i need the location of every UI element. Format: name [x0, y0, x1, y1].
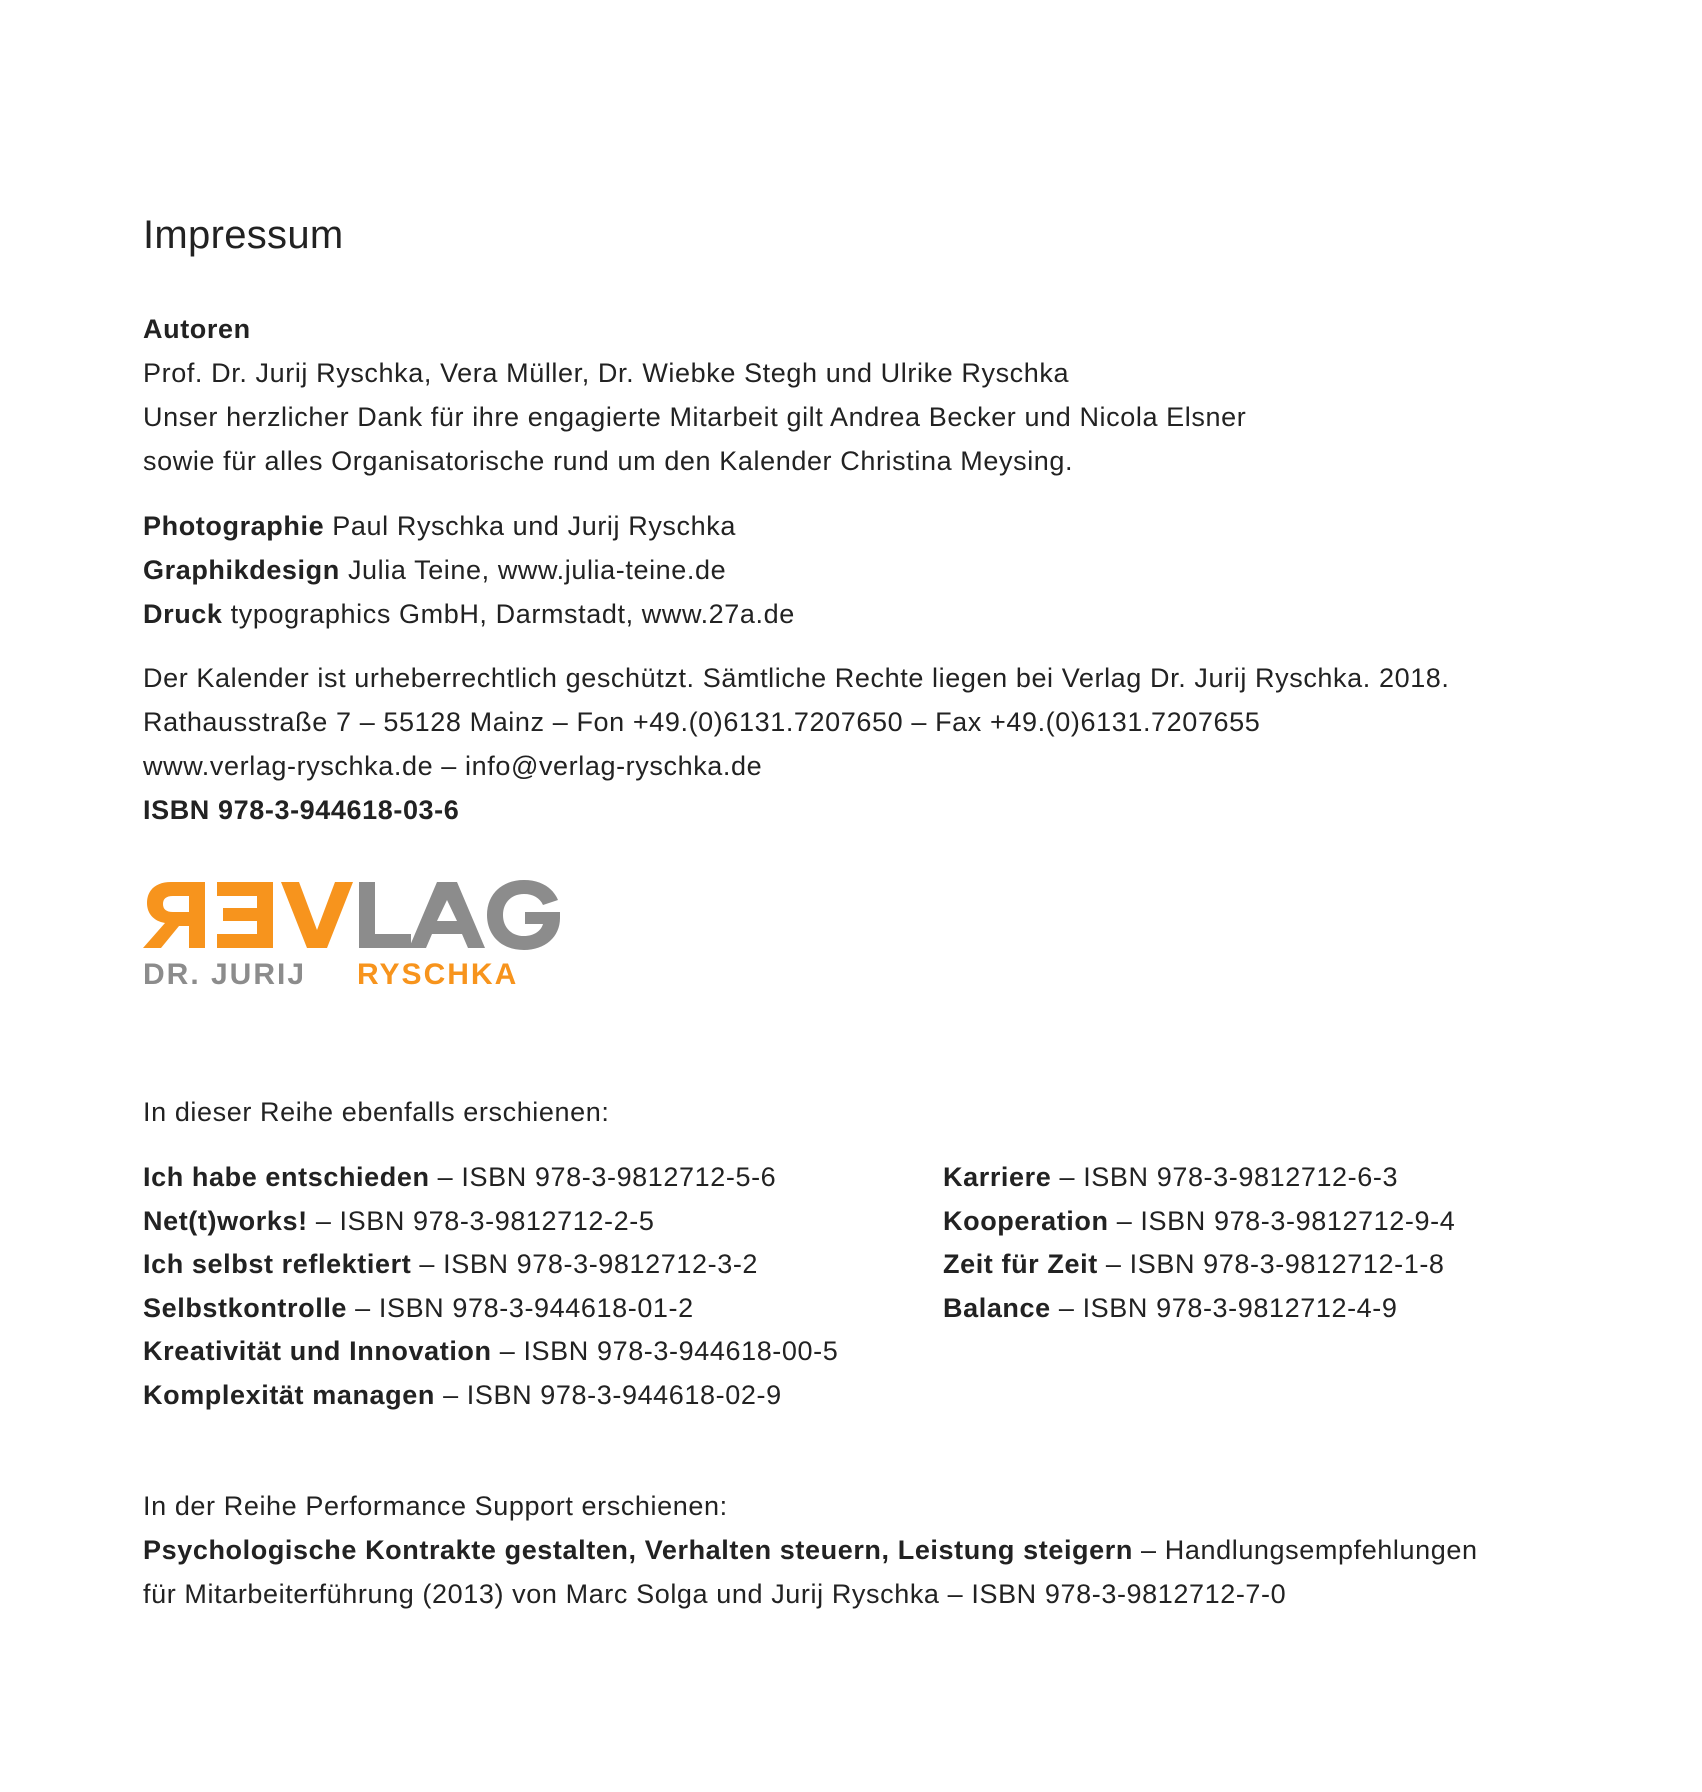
series-title: Komplexität managen	[143, 1379, 435, 1410]
series-isbn: – ISBN 978-3-9812712-6-3	[1051, 1162, 1399, 1192]
list-item	[143, 1156, 838, 1200]
series-title: Selbstkontrolle	[143, 1292, 348, 1323]
list-item	[143, 1200, 838, 1244]
performance-support-section	[143, 1484, 1478, 1616]
series-title: Ich habe entschieden	[143, 1162, 430, 1192]
performance-line-2: für Mitarbeiterführung (2013) von Marc Solga und Jurij Ryschka – ISBN 978-3-9812712-7-0	[143, 1579, 1287, 1609]
thanks-line-1: Unser herzlicher Dank für ihre engagierte Mitarbeit gilt Andrea Becker und Nicola Elsner	[143, 402, 1247, 432]
credit-photography	[143, 504, 795, 548]
series-list-left	[143, 1156, 838, 1417]
credit-design-label: Graphikdesign	[143, 555, 340, 585]
thanks-line-2: sowie für alles Organisatorische rund um den Kalender Christina Meysing.	[143, 446, 1074, 476]
credits-section	[143, 504, 795, 636]
performance-intro: In der Reihe Performance Support erschienen:	[143, 1491, 728, 1521]
series-isbn: – ISBN 978-3-9812712-2-5	[307, 1205, 655, 1236]
series-isbn: – ISBN 978-3-9812712-9-4	[1108, 1205, 1456, 1236]
series-isbn: – ISBN 978-3-9812712-1-8	[1097, 1249, 1445, 1279]
list-item	[143, 1287, 838, 1331]
series-intro-text: In dieser Reihe ebenfalls erschienen:	[143, 1097, 610, 1127]
impressum-page	[143, 0, 1593, 1792]
series-title: Ich selbst reflektiert	[143, 1249, 412, 1279]
calendar-isbn: ISBN 978-3-944618-03-6	[143, 795, 460, 825]
series-title: Kreativität und Innovation	[143, 1336, 492, 1366]
series-isbn: – ISBN 978-3-9812712-5-6	[429, 1162, 777, 1192]
publisher-address: Rathausstraße 7 – 55128 Mainz – Fon +49.(0)6131.7207650 – Fax +49.(0)6131.7207655	[143, 707, 1261, 737]
credit-print-value: typographics GmbH, Darmstadt, www.27a.de	[222, 599, 795, 629]
logo-subtitle-grey: DR. JURIJ	[143, 958, 307, 990]
credit-photography-label: Photographie	[143, 511, 325, 541]
series-isbn: – ISBN 978-3-944618-00-5	[491, 1336, 839, 1366]
list-item	[943, 1156, 1455, 1200]
logo-subtitle-orange: RYSCHKA	[357, 958, 519, 990]
series-title: Karriere	[943, 1162, 1052, 1192]
series-title: Balance	[943, 1292, 1051, 1323]
publisher-logo	[143, 880, 563, 990]
list-item	[943, 1287, 1455, 1331]
series-isbn: – ISBN 978-3-944618-01-2	[347, 1292, 694, 1323]
list-item	[143, 1243, 838, 1287]
logo-mark-orange	[143, 882, 353, 948]
publisher-web-email: www.verlag-ryschka.de – info@verlag-ryschka.de	[143, 751, 763, 781]
authors-names: Prof. Dr. Jurij Ryschka, Vera Müller, Dr. Wiebke Stegh und Ulrike Ryschka	[143, 358, 1070, 388]
list-item	[143, 1330, 838, 1374]
list-item	[143, 1374, 838, 1418]
series-list-right	[943, 1156, 1455, 1330]
list-item	[943, 1243, 1455, 1287]
series-title: Kooperation	[943, 1205, 1109, 1236]
series-title: Net(t)works!	[143, 1205, 308, 1236]
authors-section	[143, 307, 1246, 483]
series-intro	[143, 1090, 609, 1134]
credit-print	[143, 592, 795, 636]
authors-heading: Autoren	[143, 314, 251, 344]
copyright-notice: Der Kalender ist urheberrechtlich geschützt. Sämtliche Rechte liegen bei Verlag Dr. Jurij Ryschka. 2018.	[143, 663, 1450, 693]
performance-line-1	[143, 1528, 1478, 1572]
credit-graphic-design	[143, 548, 795, 592]
credit-print-label: Druck	[143, 599, 223, 629]
performance-title: Psychologische Kontrakte gestalten, Verhalten steuern, Leistung steigern	[143, 1535, 1133, 1565]
page-title: Impressum	[143, 213, 344, 257]
logo-mark-grey	[359, 880, 560, 950]
list-item	[943, 1200, 1455, 1244]
credit-design-value: Julia Teine, www.julia-teine.de	[339, 555, 727, 585]
rights-section	[143, 656, 1450, 832]
credit-photography-value: Paul Ryschka und Jurij Ryschka	[324, 511, 736, 541]
series-title: Zeit für Zeit	[943, 1249, 1098, 1279]
series-isbn: – ISBN 978-3-9812712-3-2	[411, 1249, 759, 1279]
performance-subtitle: – Handlungsempfehlungen	[1132, 1535, 1478, 1565]
series-isbn: – ISBN 978-3-944618-02-9	[434, 1379, 782, 1410]
series-isbn: – ISBN 978-3-9812712-4-9	[1050, 1292, 1398, 1323]
